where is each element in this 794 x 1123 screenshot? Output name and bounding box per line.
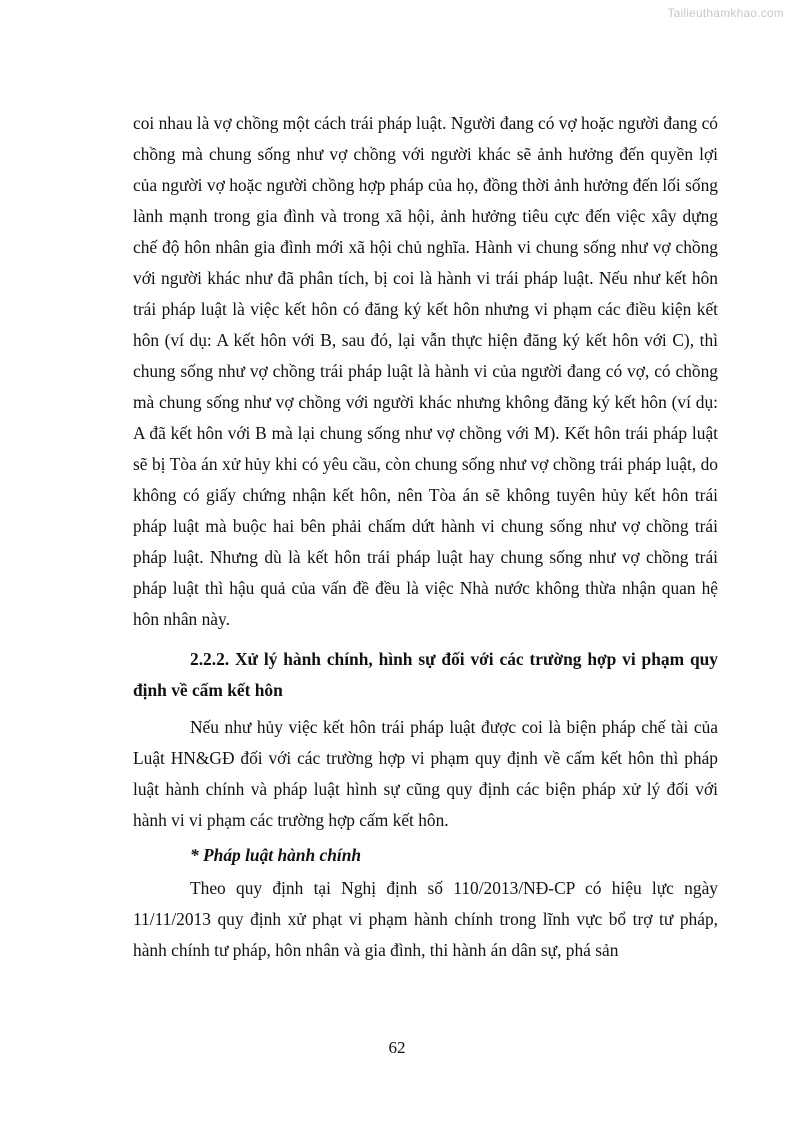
watermark-text: Tailieuthamkhao.com — [667, 6, 784, 20]
subsection-heading: * Pháp luật hành chính — [190, 845, 362, 865]
paragraph-decree: Theo quy định tại Nghị định số 110/2013/NĐ-CP có hiệu lực ngày 11/11/2013 quy định xử phạt vi phạm hành chính trong lĩnh vực bổ trợ tư pháp, hành chính tư pháp, hôn nhân và gia đình, thi hành án dân sự, phá sản — [133, 878, 718, 960]
section-heading: 2.2.2. Xử lý hành chính, hình sự đối với các trường hợp vi phạm quy định về cấm kết hôn — [133, 649, 718, 700]
paragraph-continuation: coi nhau là vợ chồng một cách trái pháp luật. Người đang có vợ hoặc người đang có chồng mà chung sống như vợ chồng với người khác sẽ ảnh hưởng đến quyền lợi của người vợ hoặc người chồng hợp pháp của họ, đồng thời ảnh hưởng đến lối sống lành mạnh trong gia đình và trong xã hội, ảnh hưởng tiêu cực đến việc xây dựng chế độ hôn nhân gia đình mới xã hội chủ nghĩa. Hành vi chung sống như vợ chồng với người khác như đã phân tích, bị coi là hành vi trái pháp luật. Nếu như kết hôn trái pháp luật là việc kết hôn có đăng ký kết hôn nhưng vi phạm các điều kiện kết hôn (ví dụ: A kết hôn với B, sau đó, lại vẫn thực hiện đăng ký kết hôn với C), thì chung sống như vợ chồng trái pháp luật là hành vi của người đang có vợ, có chồng mà chung sống như vợ chồng với người khác nhưng không đăng ký kết hôn (ví dụ: A đã kết hôn với B mà lại chung sống như vợ chồng với M). Kết hôn trái pháp luật sẽ bị Tòa án xử hủy khi có yêu cầu, còn chung sống như vợ chồng trái pháp luật, do không có giấy chứng nhận kết hôn, nên Tòa án sẽ không tuyên hủy kết hôn trái pháp luật mà buộc hai bên phải chấm dứt hành vi chung sống như vợ chồng trái pháp luật. Nhưng dù là kết hôn trái pháp luật hay chung sống như vợ chồng trái pháp luật thì hậu quả của vấn đề đều là việc Nhà nước không thừa nhận quan hệ hôn nhân này. — [133, 113, 718, 629]
page-number: 62 — [388, 1038, 406, 1057]
page-body — [133, 108, 718, 966]
paragraph-intro: Nếu như hủy việc kết hôn trái pháp luật được coi là biện pháp chế tài của Luật HN&GĐ đối với các trường hợp vi phạm quy định về cấm kết hôn thì pháp luật hành chính và pháp luật hình sự cũng quy định các biện pháp xử lý đối với hành vi vi phạm các trường hợp cấm kết hôn. — [133, 717, 718, 830]
